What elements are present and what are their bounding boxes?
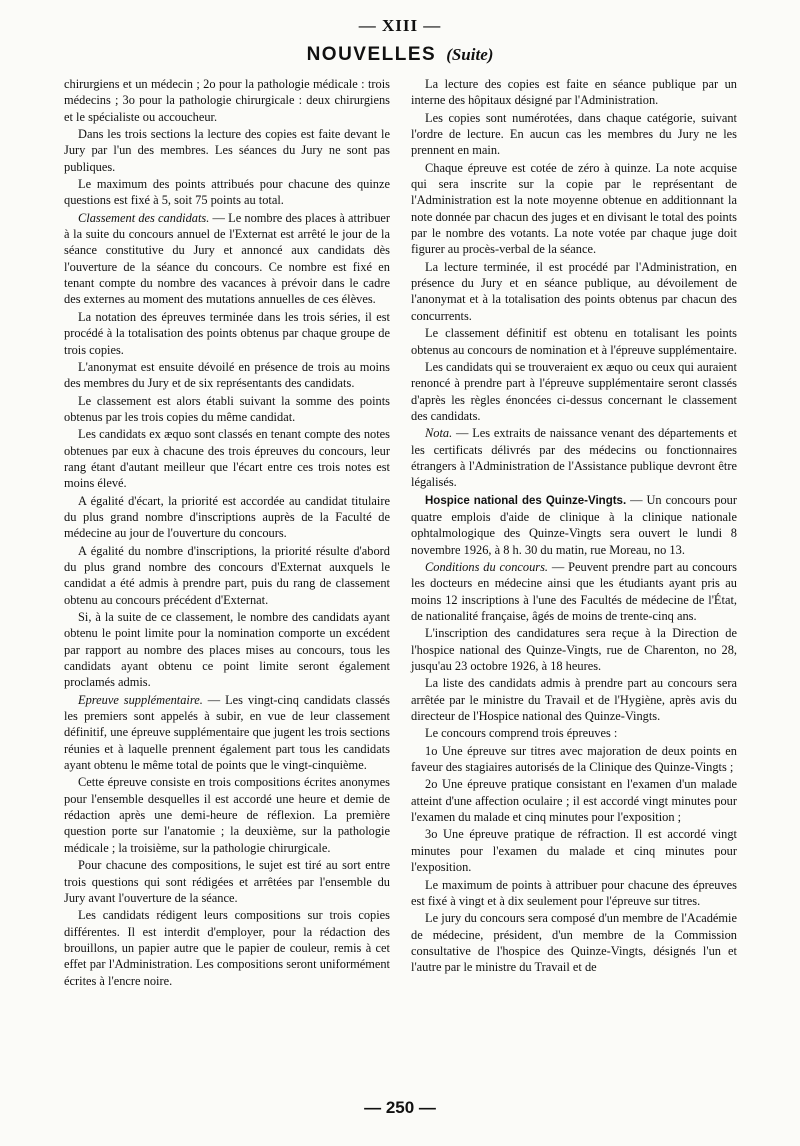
paragraph — [64, 692, 390, 774]
paragraph — [64, 774, 390, 856]
paragraph-lead: Conditions du concours. — [425, 559, 549, 574]
paragraph — [64, 309, 390, 358]
paragraph-text: 2o Une épreuve pratique consistant en l'examen d'un malade atteint d'une affection oculaire ; il est accordé vingt minutes pour l'examen du malade et cinq minutes pour l'exposition ; — [411, 777, 737, 825]
paragraph-text: Si, à la suite de ce classement, le nombre des candidats ayant obtenu le point limite pour la nomination comporte un excédent par rapport au nombre des places mises au concours, tous les candidats ayant obtenu ce point limite seront également proclamés admis. — [64, 610, 390, 690]
paragraph — [64, 76, 390, 125]
paragraph — [411, 625, 737, 674]
section-subtitle: (Suite) — [446, 45, 494, 64]
paragraph — [64, 543, 390, 608]
paragraph — [64, 393, 390, 426]
paragraph-lead: Nota. — [425, 426, 453, 441]
paragraph-text: A égalité d'écart, la priorité est accordée au candidat titulaire du plus grand nombre d'inscriptions auprès de la Faculté de médecine au jour de l'ouverture du concours. — [64, 493, 390, 541]
paragraph-text: Le concours comprend trois épreuves : — [425, 726, 618, 741]
paragraph — [64, 176, 390, 209]
paragraph — [64, 210, 390, 308]
paragraph-text: — Peuvent prendre part au concours les docteurs en médecine ainsi que les étudiants ayant pris au moins 12 inscriptions à l'une des Facultés de médecine de l'État, de nationalité française, âgés de moins de trente-cinq ans. — [411, 559, 738, 623]
paragraph — [411, 743, 737, 776]
paragraph — [64, 609, 390, 691]
section-header — [0, 44, 800, 66]
paragraph — [64, 857, 390, 906]
paragraph-text: Le maximum de points à attribuer pour chacune des épreuves est fixé à vingt et à dix seulement pour l'épreuve sur titres. — [411, 877, 737, 908]
paragraph-text: 3o Une épreuve pratique de réfraction. Il est accordé vingt minutes pour l'examen du malade et cinq minutes pour l'exposition. — [411, 827, 737, 875]
paragraph — [411, 325, 737, 358]
paragraph-text: Les candidats rédigent leurs compositions sur trois copies différentes. Il est interdit d'employer, pour la rédaction des brouillons, un papier autre que le papier de couleur, remis à cet effet par l'Administration. Les compositions seront uniformément écrites à l'encre noire. — [64, 908, 390, 988]
left-column — [64, 76, 390, 990]
paragraph-text: Dans les trois sections la lecture des copies est faite devant le Jury par l'un des membres. Les séances du Jury ne sont pas publiques. — [64, 127, 390, 174]
paragraph — [64, 907, 390, 989]
paragraph — [411, 160, 737, 258]
paragraph-text: Le classement est alors établi suivant la somme des points obtenus par les trois copies du même candidat. — [64, 393, 390, 424]
paragraph — [411, 259, 737, 324]
paragraph-text: Le classement définitif est obtenu en totalisant les points obtenus au concours de nomination et à l'épreuve supplémentaire. — [411, 326, 738, 357]
paragraph-text: 1o Une épreuve sur titres avec majoration de deux points en faveur des stagiaires autorisés de la Clinique des Quinze-Vingts ; — [411, 743, 737, 775]
paragraph-text: Pour chacune des compositions, le sujet est tiré au sort entre trois questions qui sont rédigées et arrêtées par l'ensemble du Jury avant l'ouverture de la séance. — [64, 858, 390, 905]
paragraph-text: chirurgiens et un médecin ; 2o pour la pathologie médicale : trois médecins ; 3o pour la pathologie chirurgicale : deux chirurgiens et le spécialiste ou accoucheur. — [64, 77, 390, 124]
paragraph-text: — Les vingt-cinq candidats classés les premiers sont appelés à subir, en vue de leur classement définitif, une épreuve supplémentaire que jugent les trois sections réunies et à laquelle prennent également part tous les candidats ayant obtenu le même total de points que le vingt-cinquième. — [64, 692, 390, 773]
paragraph — [411, 877, 737, 910]
paragraph-text: Cette épreuve consiste en trois compositions écrites anonymes pour l'ensemble desquelles il est accordé une heure et demie de rédaction après une demi-heure de réflexion. La première question porte sur l'anatomie ; la deuxième, sur la pathologie médicale ; la troisième, sur la pathologie chirurgicale. — [64, 775, 390, 855]
paragraph-text: Le jury du concours sera composé d'un membre de l'Académie de médecine, président, d'un membre de la Commission consultative de l'hospice des Quinze-Vingts, désignés l'un et l'autre par le ministre du Travail et de — [411, 911, 737, 975]
paragraph-text: La liste des candidats admis à prendre part au concours sera arrêtée par le ministre du Travail et de l'Hygiène, après avis du directeur de l'Hospice national des Quinze-Vingts. — [411, 676, 737, 724]
paragraph-text: Les copies sont numérotées, dans chaque catégorie, suivant l'ordre de lecture. En aucun cas les membres du Jury ne les prennent en main. — [411, 110, 737, 158]
paragraph-lead: Epreuve supplémentaire. — [78, 692, 203, 707]
paragraph — [411, 425, 737, 490]
paragraph — [64, 493, 390, 542]
paragraph — [64, 126, 390, 175]
section-title: NOUVELLES — [306, 44, 437, 65]
paragraph-text: La lecture terminée, il est procédé par l'Administration, en présence du Jury et en séance publique, au dévoilement de l'anonymat et à la totalisation des points obtenus par chacun des concurrents. — [411, 259, 737, 323]
paragraph — [411, 826, 737, 875]
paragraph-text: La notation des épreuves terminée dans les trois séries, il est procédé à la totalisation des points obtenus par chaque groupe de trois copies. — [64, 309, 390, 357]
paragraph-lead: Classement des candidats. — [78, 210, 210, 225]
paragraph-text: L'inscription des candidatures sera reçue à la Direction de l'hospice national des Quinze-Vingts, rue de Charenton, no 28, jusqu'au 23 octobre 1926, à 18 heures. — [411, 626, 737, 674]
paragraph — [411, 910, 737, 975]
paragraph-text: Chaque épreuve est cotée de zéro à quinze. La note acquise qui sera inscrite sur la copie par le représentant de l'Administration est la note moyenne obtenue en additionnant la note donnée par chacun des juges et en divisant le total des points par le nombre des votants. La note votée par chaque juge doit figurer au procès-verbal de la séance. — [411, 160, 737, 257]
paragraph — [411, 675, 737, 724]
paragraph — [411, 492, 737, 558]
paragraph-text: Le maximum des points attribués pour chacune des quinze questions est fixé à 5, soit 75 points au total. — [64, 177, 390, 208]
paragraph-text: — Les extraits de naissance venant des départements et les certificats délivrés par des médecins ou fonctionnaires étrangers à l'Administration de l'Assistance publique devront être légalisés. — [411, 426, 737, 490]
paragraph — [411, 776, 737, 825]
paragraph-text: A égalité du nombre d'inscriptions, la priorité résulte d'abord du plus grand nombre des concours d'Externat auxquels le candidat a été admis à prendre part, puis du rang de classement obtenu au concours précédent d'Externat. — [64, 543, 390, 607]
paragraph — [411, 110, 737, 159]
paragraph — [411, 559, 737, 624]
paragraph-bold-lead: Hospice national des Quinze-Vingts. — [425, 494, 627, 507]
paragraph — [411, 359, 737, 424]
right-column — [411, 76, 737, 977]
page-number: — 250 — — [364, 1098, 436, 1117]
paragraph-text: — Un concours pour quatre emplois d'aide de clinique à la clinique nationale ophtalmologique des Quinze-Vingts sera ouvert le lundi 8 novembre 1926, à 8 h. 30 du matin, rue Moreau, no 13. — [411, 492, 737, 557]
paragraph-text: L'anonymat est ensuite dévoilé en présence de trois au moins des membres du Jury et de six représentants des candidats. — [64, 359, 390, 391]
paragraph — [411, 76, 737, 109]
paragraph — [64, 359, 390, 392]
paragraph-text: — Le nombre des places à attribuer à la suite du concours annuel de l'Externat est arrêté le jour de la séance constitutive du Jury et annoncé aux candidats dès l'ouverture de la séance du concours. Ce nombre est fixé en tenant compte du nombre des vacances à prévoir dans le cadre des externes au moment des mutations annuelles de ces élèves. — [64, 210, 391, 307]
paragraph — [64, 426, 390, 491]
paragraph-text: Les candidats qui se trouveraient ex æquo ou ceux qui auraient renoncé à prendre part à l'épreuve supplémentaire seront classés d'après les règles énoncées ci-dessus concernant le classement des candidats. — [411, 359, 737, 423]
paragraph-text: Les candidats ex æquo sont classés en tenant compte des notes obtenues par eux à chacune des trois épreuves du concours, leur rang étant d'autant meilleur que l'écart entre ces trois notes est moins élevé. — [64, 427, 390, 491]
paragraph — [411, 725, 737, 741]
roman-page-number: — XIII — — [358, 16, 442, 35]
paragraph-text: La lecture des copies est faite en séance publique par un interne des hôpitaux désigné par l'Administration. — [411, 77, 737, 108]
